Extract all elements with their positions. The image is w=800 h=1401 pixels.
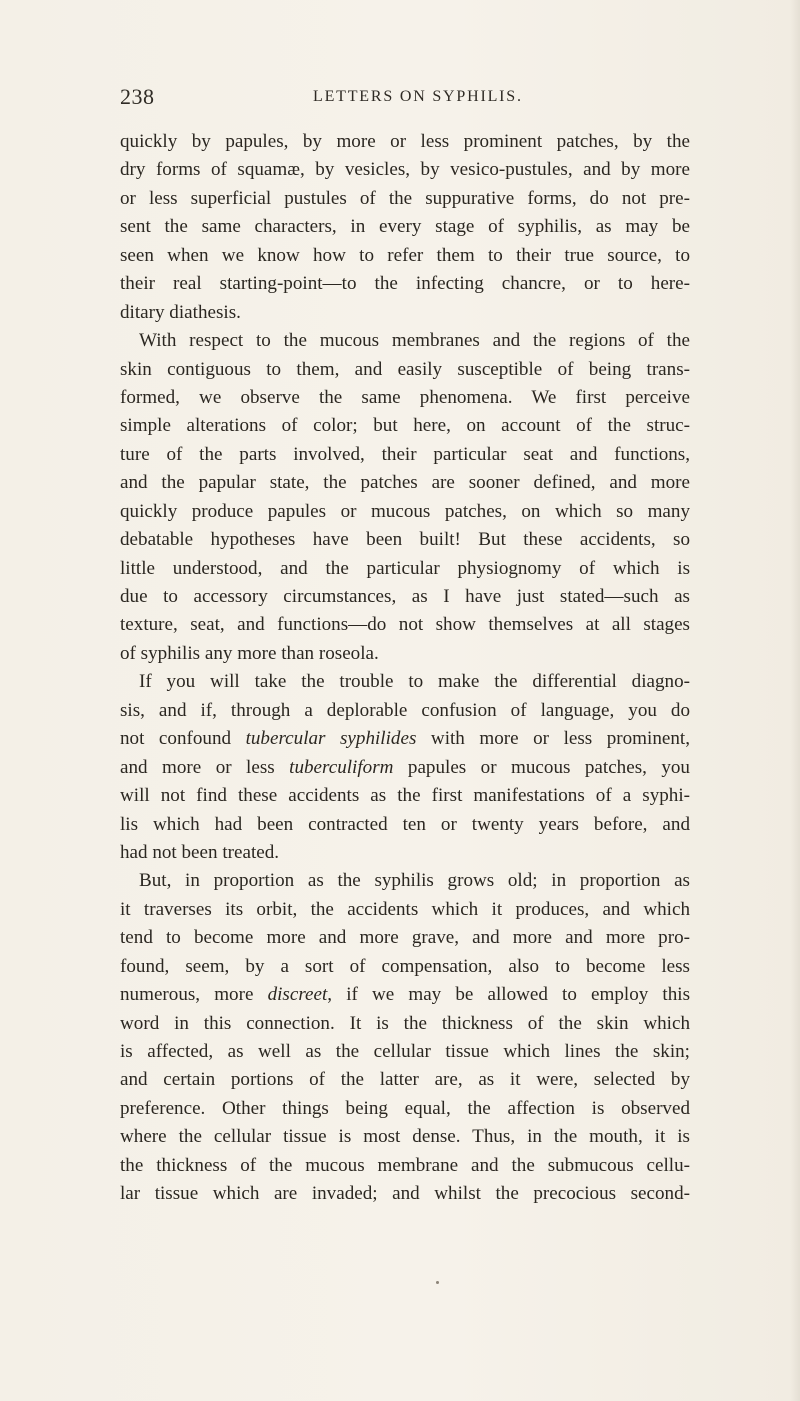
text-line: texture, seat, and functions—do not show themselves at all stages — [120, 614, 690, 636]
text-line: ture of the parts involved, their particular seat and functions, — [120, 443, 690, 465]
text-line: or less superficial pustules of the suppurative forms, do not pre- — [120, 187, 690, 209]
text-line: debatable hypotheses have been built! But these accidents, so — [120, 529, 690, 551]
text-line: had not been treated. — [120, 841, 280, 863]
italic-term: tuberculiform — [289, 756, 394, 778]
text-line: formed, we observe the same phenomena. We first perceive — [120, 386, 690, 408]
text-line: it traverses its orbit, the accidents which it produces, and which — [120, 898, 690, 920]
text-span: with more or less prominent, — [416, 728, 690, 750]
text-line: their real starting-point—to the infecting chancre, or to here- — [120, 273, 690, 295]
text-line: word in this connection. It is the thickness of the skin which — [120, 1012, 690, 1034]
text-span: and more or less — [120, 756, 290, 778]
page-number: 238 — [120, 84, 155, 109]
text-span: numerous, more — [120, 984, 268, 1006]
text-line: and certain portions of the latter are, as it were, selected by — [120, 1069, 690, 1091]
text-line: quickly by papules, by more or less prominent patches, by the — [120, 131, 690, 152]
paragraph-first-line — [120, 668, 690, 696]
text-span: not confound — [120, 728, 246, 750]
text-line: simple alterations of color; but here, on account of the struc- — [120, 415, 690, 437]
text-line-with-italic — [120, 725, 690, 753]
text-line: sent the same characters, in every stage of syphilis, as may be — [120, 216, 690, 238]
running-head: LETTERS ON SYPHILIS. — [313, 88, 523, 105]
text-line: the thickness of the mucous membrane and the submucous cellu- — [120, 1154, 690, 1176]
text-line: dry forms of squamæ, by vesicles, by vesico-pustules, and by more — [120, 159, 690, 181]
text-line: will not find these accidents as the first manifestations of a syphi- — [120, 785, 690, 807]
text-line: seen when we know how to refer them to their true source, to — [120, 244, 690, 266]
text-span: With respect to the mucous membranes and the regions of the — [139, 330, 690, 352]
page-edge-shadow — [790, 0, 800, 1401]
text-line: skin contiguous to them, and easily susceptible of being trans- — [120, 358, 690, 380]
text-line: preference. Other things being equal, the affection is observed — [120, 1097, 690, 1119]
text-line: of syphilis any more than roseola. — [120, 642, 379, 664]
text-span: papules or mucous patches, you — [393, 756, 690, 778]
text-line: and the papular state, the patches are sooner defined, and more — [120, 472, 690, 494]
text-line: ditary diathesis. — [120, 301, 241, 323]
paper-speck — [436, 1281, 439, 1284]
text-line: sis, and if, through a deplorable confusion of language, you do — [120, 699, 690, 721]
paragraph-first-line — [120, 867, 690, 895]
text-line: lis which had been contracted ten or twenty years before, and — [120, 813, 690, 835]
text-line: little understood, and the particular physiognomy of which is — [120, 557, 690, 579]
text-span: If you will take the trouble to make the differential diagno- — [139, 671, 690, 693]
body-text — [120, 128, 690, 1209]
text-line: tend to become more and more grave, and more and more pro- — [120, 927, 690, 949]
text-line-with-italic — [120, 754, 690, 782]
text-line-with-italic — [120, 981, 690, 1009]
text-line: is affected, as well as the cellular tissue which lines the skin; — [120, 1041, 690, 1062]
text-line: due to accessory circumstances, as I have just stated—such as — [120, 586, 690, 607]
italic-term: discreet — [267, 984, 328, 1006]
text-span: But, in proportion as the syphilis grows old; in proportion as — [139, 870, 690, 892]
page-header — [120, 84, 690, 114]
italic-term: tubercular syphilides — [245, 728, 417, 750]
text-line: quickly produce papules or mucous patches, on which so many — [120, 500, 690, 522]
paragraph-first-line — [120, 327, 690, 355]
text-line: where the cellular tissue is most dense. Thus, in the mouth, it is — [120, 1126, 690, 1148]
text-line: found, seem, by a sort of compensation, also to become less — [120, 955, 690, 977]
text-line: lar tissue which are invaded; and whilst the precocious second- — [120, 1183, 690, 1205]
text-span: , if we may be allowed to employ this — [327, 984, 691, 1006]
